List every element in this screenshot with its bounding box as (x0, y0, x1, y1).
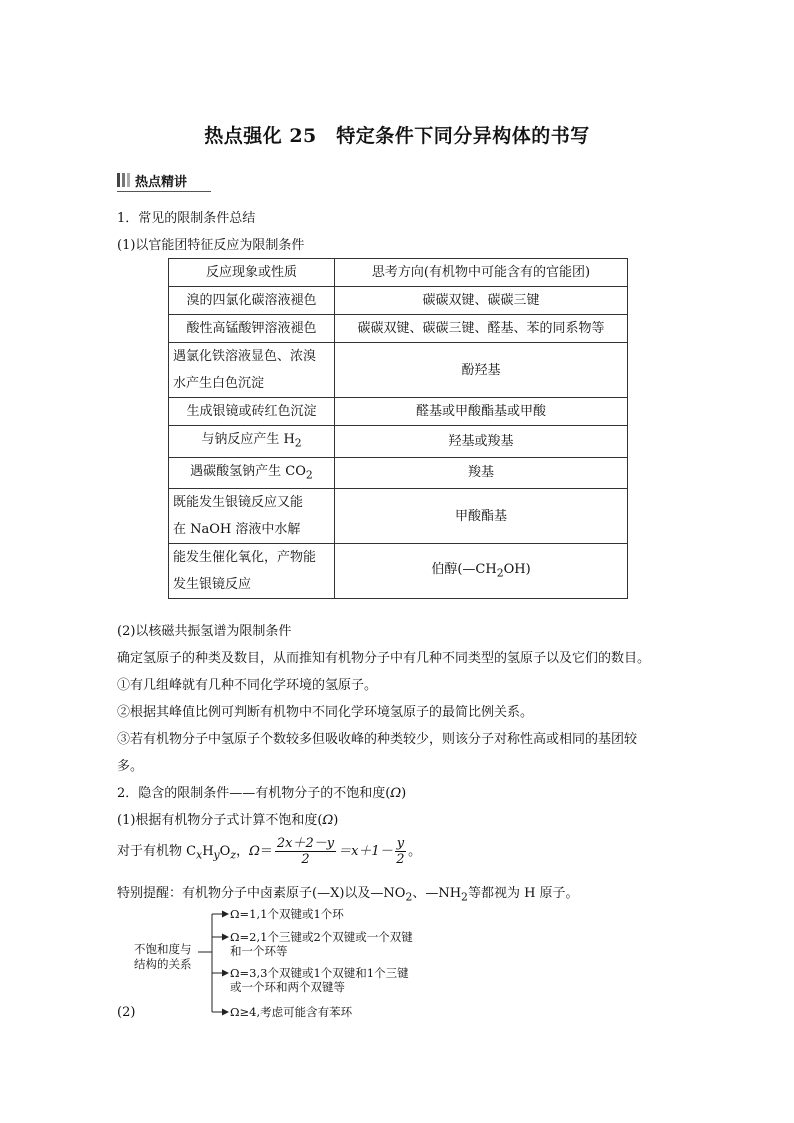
list-item-continuation: 多。 (117, 759, 144, 774)
table-row (169, 343, 628, 398)
heading-1-2: (2)以核磁共振氢谱为限制条件 (117, 624, 292, 639)
table-header-cell: 反应现象或性质 (169, 259, 335, 287)
heading-1: 1．常见的限制条件总结 (117, 211, 256, 226)
table-cell: 甲酸酯基 (335, 489, 628, 544)
diagram-root-line: 不饱和度与 (134, 942, 192, 956)
table-cell-line: 在 NaOH 溶液中水解 (173, 522, 301, 538)
table-cell: 酚羟基 (335, 343, 628, 398)
table-row (169, 457, 628, 489)
table-row (169, 287, 628, 315)
fraction-numerator: y (396, 836, 405, 851)
formula-line: 对于有机物 $C_xH_yO_z$，Ω＝ $\frac{2x+2-y}{2}$ ＝x＋1－ $\frac{y}{2}$ 。 (117, 836, 422, 867)
diagram-branch (230, 930, 413, 958)
formula-mid: ＝x＋1－ (338, 844, 393, 859)
fraction-numerator: 2x＋2－y (276, 836, 335, 851)
table-cell: 溴的四氯化碳溶液褪色 (169, 287, 335, 315)
list-item: ③若有机物分子中氢原子个数较多但吸收峰的种类较少，则该分子对称性高或相同的基团较 (117, 732, 638, 747)
table-cell: 醛基或甲酸酯基或甲酸 (335, 398, 628, 426)
heading-2-1 (117, 809, 338, 828)
fraction (395, 836, 406, 867)
table-cell-text: 伯醇(—CH (431, 561, 497, 577)
table-cell (169, 489, 335, 544)
omega-symbol: Ω (390, 786, 402, 801)
table-cell-line: 发生银镜反应 (173, 577, 252, 593)
table-cell-text: 与钠反应产生 H (201, 432, 295, 447)
paragraph: 确定氢原子的种类及数目，从而推知有机物分子中有几种不同类型的氢原子以及它们的数目。 (117, 651, 651, 666)
table-cell (169, 544, 335, 599)
subscript: x (196, 848, 203, 862)
table-cell-line: 既能发生银镜反应又能 (173, 495, 304, 511)
heading-1-1: (1)以官能团特征反应为限制条件 (117, 238, 305, 253)
table-row (169, 315, 628, 343)
special-note (117, 882, 579, 904)
subscript: 2 (305, 468, 313, 482)
table-cell: 酸性高锰酸钾溶液褪色 (169, 315, 335, 343)
table-cell: 碳碳双键、碳碳三键、醛基、苯的同系物等 (335, 315, 628, 343)
condition-table (168, 258, 628, 599)
item-label: (2) (117, 1005, 136, 1020)
omega-symbol: Ω (249, 844, 260, 859)
formula-end: 。 (408, 844, 422, 859)
diagram-branch: Ω=1,1个双键或1个环 (230, 907, 344, 921)
table-row (169, 398, 628, 426)
subscript: 2 (461, 890, 468, 904)
subscript: z (230, 848, 237, 862)
note-text: 、—NH (412, 886, 462, 901)
diagram-root-line: 结构的关系 (134, 957, 192, 971)
section-marker-icon (117, 173, 131, 187)
subscript: y (213, 848, 220, 862)
note-text: 等都视为 H 原子。 (467, 886, 579, 901)
diagram-branch (230, 966, 409, 994)
table-cell (169, 457, 335, 489)
table-cell: 碳碳双键、碳碳三键 (335, 287, 628, 315)
heading-text: ) (333, 813, 339, 828)
table-cell (335, 544, 628, 599)
table-cell-line: 遇氯化铁溶液显色、浓溴 (173, 349, 317, 364)
heading-text: ) (401, 786, 407, 801)
table-cell (169, 426, 335, 458)
diagram-branch-line: 和一个环等 (230, 944, 288, 958)
table-cell: 生成银镜或砖红色沉淀 (169, 398, 335, 426)
fraction (275, 836, 336, 867)
unsaturation-diagram (134, 905, 454, 1023)
formula-element: H (202, 844, 214, 859)
formula-element: O (219, 844, 231, 859)
table-cell (169, 343, 335, 398)
list-item: ②根据其峰值比例可判断有机物中不同化学环境氢原子的最简比例关系。 (117, 705, 534, 720)
table-cell-line: 能发生催化氧化，产物能 (173, 550, 317, 566)
table-header-row (169, 259, 628, 287)
table-header-cell: 思考方向(有机物中可能含有的官能团) (335, 259, 628, 287)
note-text: 特别提醒：有机物分子中卤素原子(—X)以及—NO (117, 886, 406, 901)
fraction-denominator: 2 (396, 852, 405, 867)
fraction-denominator: 2 (301, 852, 310, 867)
page-title: 热点强化 25 特定条件下同分异构体的书写 (204, 125, 590, 147)
list-item: ①有几组峰就有几种不同化学环境的氢原子。 (117, 678, 378, 693)
table-cell-text: OH) (503, 561, 531, 577)
heading-text: (1)根据有机物分子式计算不饱和度( (117, 813, 323, 828)
formula-lead: 对于有机物 C (117, 844, 197, 859)
table-cell-line: 水产生白色沉淀 (173, 376, 265, 391)
omega-symbol: Ω (322, 813, 334, 828)
table-row (169, 426, 628, 458)
subscript: 2 (294, 436, 302, 450)
table-cell: 羟基或羧基 (335, 426, 628, 458)
diagram-branch-line: Ω=2,1个三键或2个双键或一个双键 (230, 930, 413, 944)
diagram-root (134, 942, 192, 972)
table-cell-text: 遇碳酸氢钠产生 CO (190, 463, 306, 479)
subscript: 2 (405, 890, 413, 904)
section-label: 热点精讲 (135, 175, 188, 190)
diagram-branch-line: 或一个环和两个双键等 (230, 980, 345, 994)
section-rule (117, 191, 211, 192)
diagram-branch-line: Ω=3,3个双键或1个双键和1个三键 (230, 966, 409, 980)
table-row (169, 544, 628, 599)
heading-text: 2．隐含的限制条件——有机物分子的不饱和度( (117, 786, 391, 801)
diagram-branch: Ω≥4,考虑可能含有苯环 (230, 1005, 353, 1019)
formula-eq: ＝ (259, 844, 273, 859)
table-cell: 羧基 (335, 457, 628, 489)
table-row (169, 489, 628, 544)
heading-2 (117, 782, 406, 801)
subscript: 2 (496, 566, 504, 580)
